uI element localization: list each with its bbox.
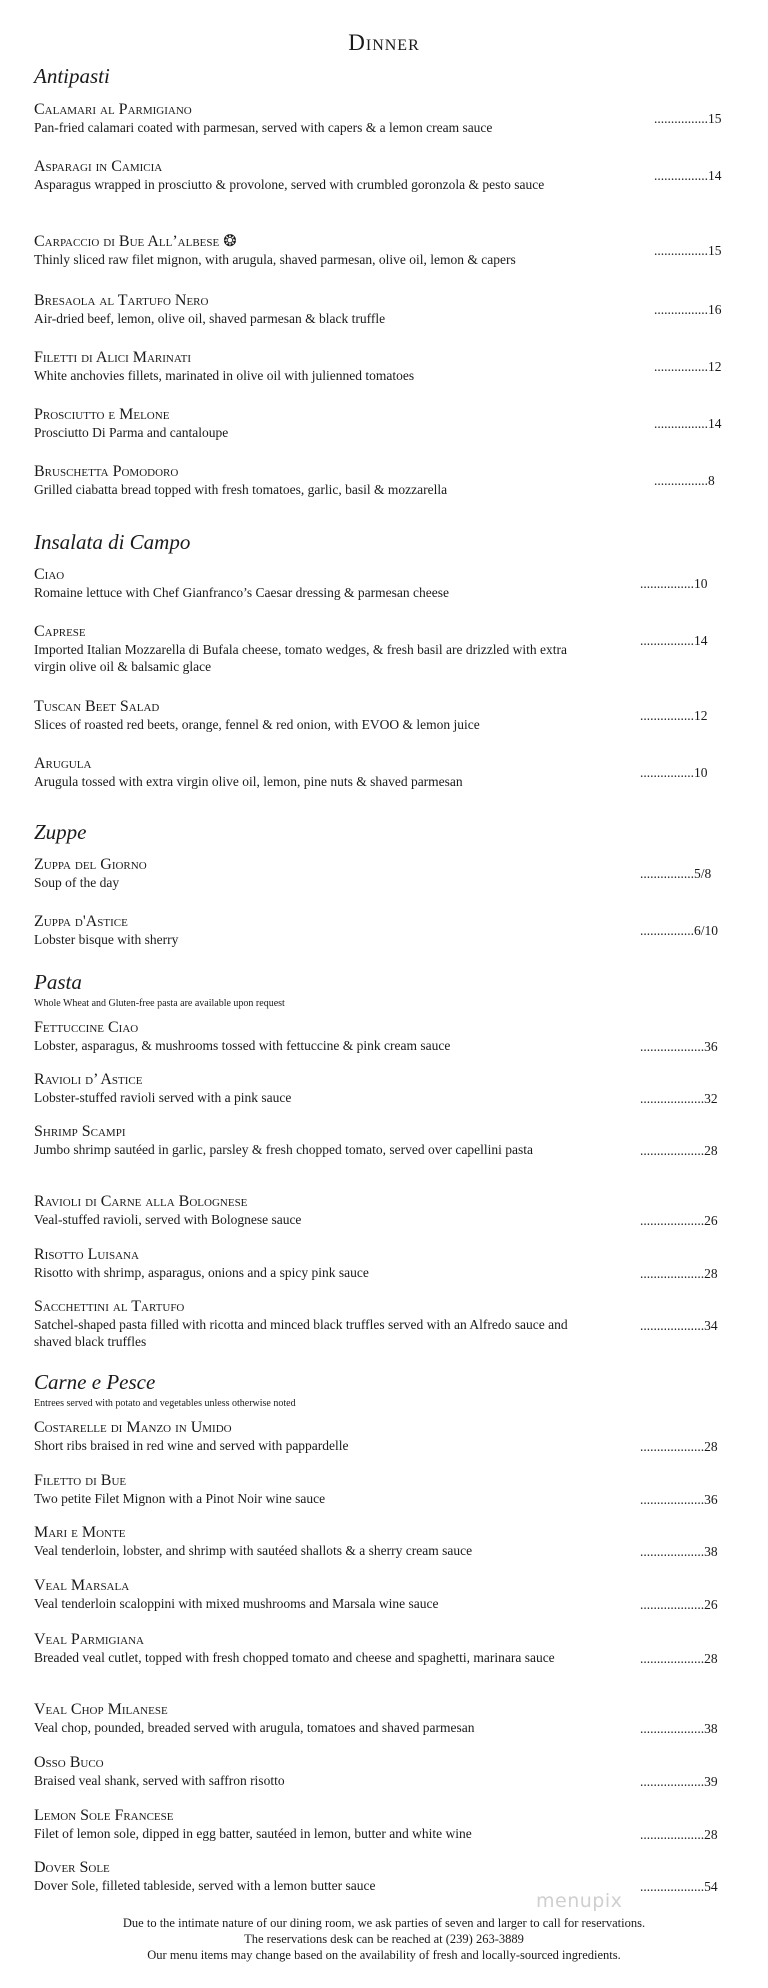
item-price: ...................26: [640, 1597, 718, 1612]
item-description: Lobster bisque with sherry: [34, 932, 179, 947]
item-price: ................10: [640, 765, 708, 780]
menu-item: [34, 912, 744, 948]
item-price: ...................38: [640, 1544, 718, 1559]
item-description: Veal tenderloin, lobster, and shrimp with sautéed shallots & a sherry cream sauce: [34, 1543, 473, 1558]
menu-item: [34, 1070, 744, 1106]
item-description: Soup of the day: [34, 875, 120, 890]
item-description: Braised veal shank, served with saffron risotto: [34, 1773, 285, 1788]
item-description: Risotto with shrimp, asparagus, onions and a spicy pink sauce: [34, 1265, 369, 1280]
menu-item: [34, 1753, 744, 1789]
item-price: ...................34: [640, 1318, 718, 1333]
footer-line: Due to the intimate nature of our dining room, we ask parties of seven and larger to call for reservations.: [122, 1916, 646, 1930]
item-description: Slices of roasted red beets, orange, fennel & red onion, with EVOO & lemon juice: [34, 717, 480, 732]
item-price: ................6/10: [640, 923, 719, 938]
item-price: ................12: [654, 359, 722, 374]
item-description: Imported Italian Mozzarella di Bufala cheese, tomato wedges, & fresh basil are drizzled with extra virgin olive oil & balsamic glace: [34, 642, 568, 674]
section-heading-antipasti: Antipasti: [34, 64, 110, 88]
item-name: Ciao: [34, 566, 65, 583]
menu-item: [34, 565, 744, 601]
menu-item: [34, 754, 744, 790]
section-heading-zuppe: Zuppe: [34, 820, 87, 844]
item-description: Veal chop, pounded, breaded served with arugula, tomatoes and shaved parmesan: [34, 1720, 475, 1735]
item-name: Filetto di Bue: [34, 1472, 127, 1489]
item-price: ................14: [654, 416, 722, 431]
item-price: ................5/8: [640, 866, 712, 881]
item-price: ...................28: [640, 1143, 718, 1158]
footer-line: The reservations desk can be reached at (239) 263-3889: [244, 1932, 524, 1946]
item-name: Ravioli di Carne alla Bolognese: [34, 1193, 248, 1210]
menu-item: [34, 855, 744, 891]
item-description: Arugula tossed with extra virgin olive oil, lemon, pine nuts & shaved parmesan: [34, 774, 463, 789]
item-description: Short ribs braised in red wine and served with pappardelle: [34, 1438, 349, 1453]
item-description: Lobster, asparagus, & mushrooms tossed with fettuccine & pink cream sauce: [34, 1038, 451, 1053]
menu-item: [34, 1297, 744, 1350]
item-price: ...................26: [640, 1213, 718, 1228]
menu-item: [34, 1122, 744, 1158]
item-name: Asparagi in Camicia: [34, 158, 163, 175]
menu-item: [34, 1245, 744, 1281]
menu-item: [34, 291, 744, 327]
pasta-note: Whole Wheat and Gluten-free pasta are available upon request: [34, 998, 285, 1009]
menu-title: Dinner: [348, 30, 420, 55]
item-price: ...................54: [640, 1879, 718, 1894]
item-name: Veal Parmigiana: [34, 1631, 144, 1648]
menu-item: [34, 1630, 744, 1666]
item-price: ...................28: [640, 1827, 718, 1842]
section-heading-pasta: Pasta: [34, 970, 82, 994]
item-price: ................15: [654, 111, 722, 126]
carne-note: Entrees served with potato and vegetables unless otherwise noted: [34, 1398, 296, 1409]
menu-item: [34, 157, 744, 193]
item-name: Bresaola al Tartufo Nero: [34, 292, 209, 309]
item-name: Sacchettini al Tartufo: [34, 1298, 185, 1315]
item-name: Mari e Monte: [34, 1524, 126, 1541]
item-name: Costarelle di Manzo in Umido: [34, 1419, 232, 1436]
menu-item: [34, 622, 744, 675]
item-price: ...................38: [640, 1721, 718, 1736]
item-name: Arugula: [34, 755, 92, 772]
item-name: Caprese: [34, 623, 86, 640]
item-description: Pan-fried calamari coated with parmesan, served with capers & a lemon cream sauce: [34, 120, 493, 135]
menu-item: [34, 1192, 744, 1228]
item-description: Lobster-stuffed ravioli served with a pink sauce: [34, 1090, 292, 1105]
item-description: Dover Sole, filleted tableside, served with a lemon butter sauce: [34, 1878, 376, 1893]
item-name: Fettuccine Ciao: [34, 1019, 139, 1036]
item-name: Dover Sole: [34, 1859, 110, 1876]
item-description: Filet of lemon sole, dipped in egg batter, sautéed in lemon, butter and white wine: [34, 1826, 472, 1841]
item-price: ................14: [654, 168, 722, 183]
item-description: Veal-stuffed ravioli, served with Bolognese sauce: [34, 1212, 302, 1227]
item-name: Carpaccio di Bue All’albese ❂: [34, 233, 237, 250]
item-name: Osso Buco: [34, 1754, 104, 1771]
menu-item: [34, 1806, 744, 1842]
item-description: Prosciutto Di Parma and cantaloupe: [34, 425, 229, 440]
item-name: Veal Chop Milanese: [34, 1701, 168, 1718]
menu-item: [34, 405, 744, 441]
item-name: Lemon Sole Francese: [34, 1807, 174, 1824]
item-price: ................15: [654, 243, 722, 258]
menu-item: [34, 1858, 744, 1894]
item-name: Filetti di Alici Marinati: [34, 349, 191, 366]
item-description: White anchovies fillets, marinated in olive oil with julienned tomatoes: [34, 368, 415, 383]
item-description: Veal tenderloin scaloppini with mixed mushrooms and Marsala wine sauce: [34, 1596, 439, 1611]
item-description: Asparagus wrapped in prosciutto & provolone, served with crumbled goronzola & pesto sauce: [34, 177, 545, 192]
item-name: Bruschetta Pomodoro: [34, 463, 179, 480]
item-description: Grilled ciabatta bread topped with fresh tomatoes, garlic, basil & mozzarella: [34, 482, 448, 497]
item-price: ................10: [640, 576, 708, 591]
section-heading-insalata: Insalata di Campo: [34, 530, 191, 554]
item-description: Air-dried beef, lemon, olive oil, shaved parmesan & black truffle: [34, 311, 386, 326]
item-name: Risotto Luisana: [34, 1246, 139, 1263]
reservations-footer: [0, 1915, 768, 1963]
menupix-watermark: menupix: [536, 1890, 623, 1912]
item-price: ................8: [654, 473, 715, 488]
item-name: Tuscan Beet Salad: [34, 698, 160, 715]
item-name: Shrimp Scampi: [34, 1123, 126, 1140]
menu-item: [34, 697, 744, 733]
item-price: ...................36: [640, 1492, 718, 1507]
item-name: Ravioli d’ Astice: [34, 1071, 143, 1088]
item-price: ...................28: [640, 1651, 718, 1666]
item-price: ...................39: [640, 1774, 718, 1789]
footer-line: Our menu items may change based on the availability of fresh and locally-sourced ingredients.: [147, 1948, 621, 1962]
item-name: Prosciutto e Melone: [34, 406, 170, 423]
menu-item: [34, 232, 744, 268]
menu-item: [34, 1418, 744, 1454]
menu-item: [34, 1471, 744, 1507]
item-price: ...................28: [640, 1266, 718, 1281]
item-price: ...................28: [640, 1439, 718, 1454]
item-price: ...................36: [640, 1039, 718, 1054]
item-name: Zuppa del Giorno: [34, 856, 147, 873]
item-description: Two petite Filet Mignon with a Pinot Noir wine sauce: [34, 1491, 326, 1506]
menu-item: [34, 1700, 744, 1736]
item-description: Breaded veal cutlet, topped with fresh chopped tomato and cheese and spaghetti, marinara sauce: [34, 1650, 555, 1665]
menu-item: [34, 348, 744, 384]
item-price: ................16: [654, 302, 722, 317]
item-name: Calamari al Parmigiano: [34, 101, 192, 118]
section-heading-carne: Carne e Pesce: [34, 1370, 156, 1394]
item-price: ...................32: [640, 1091, 718, 1106]
menu-item: [34, 1523, 744, 1559]
item-name: Veal Marsala: [34, 1577, 130, 1594]
item-price: ................14: [640, 633, 708, 648]
item-price: ................12: [640, 708, 708, 723]
menu-item: [34, 1018, 744, 1054]
item-description: Thinly sliced raw filet mignon, with arugula, shaved parmesan, olive oil, lemon & capers: [34, 252, 516, 267]
item-name: Zuppa d'Astice: [34, 913, 128, 930]
menu-item: [34, 1576, 744, 1612]
item-description: Satchel-shaped pasta filled with ricotta and minced black truffles served with an Alfredo sauce and shaved black truffles: [34, 1317, 568, 1349]
menu-item: [34, 462, 744, 498]
menu-item: [34, 100, 744, 136]
item-description: Jumbo shrimp sautéed in garlic, parsley & fresh chopped tomato, served over capellini pasta: [34, 1142, 533, 1157]
item-description: Romaine lettuce with Chef Gianfranco’s Caesar dressing & parmesan cheese: [34, 585, 449, 600]
